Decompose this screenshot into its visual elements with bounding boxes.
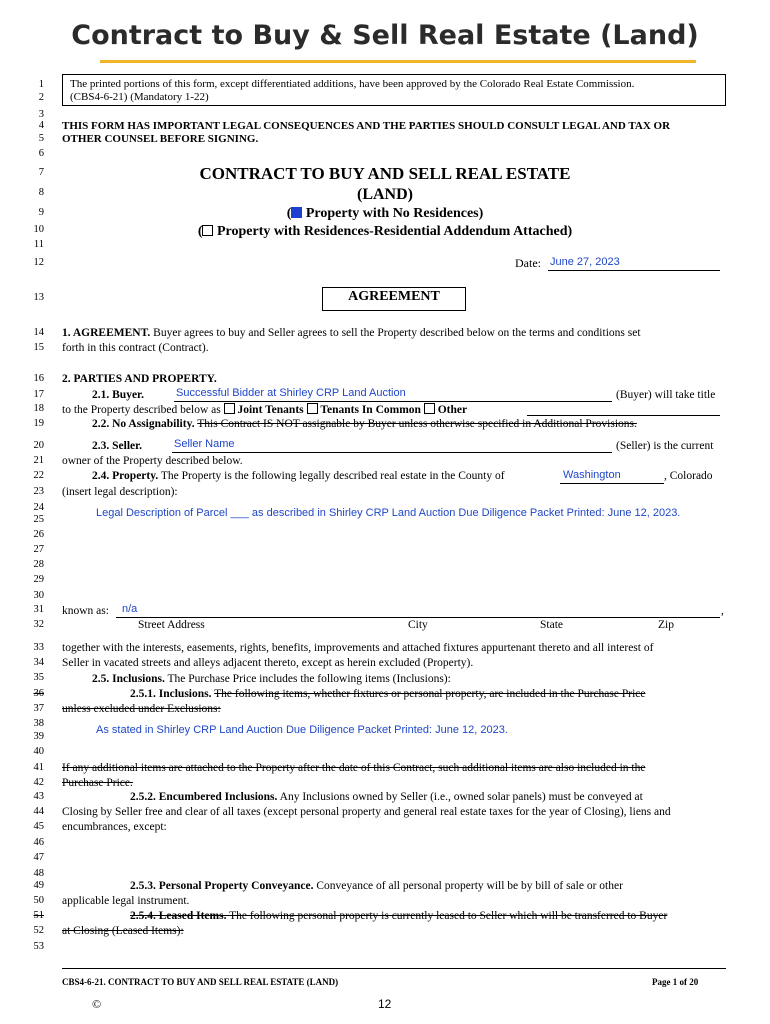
line-number: 9 bbox=[38, 207, 44, 218]
no-residences-checkbox[interactable] bbox=[291, 207, 302, 218]
section-2-5-1-line bbox=[130, 688, 646, 701]
date-label: Date: bbox=[515, 256, 541, 270]
owner-text: owner of the Property described below. bbox=[62, 455, 243, 467]
tenants-common-label: Tenants In Common bbox=[320, 404, 421, 416]
additional-items-text-2: Purchase Price. bbox=[62, 777, 133, 789]
joint-tenants-label: Joint Tenants bbox=[237, 404, 304, 416]
section-1-text: Buyer agrees to buy and Seller agrees to sell the Property described below on the terms and conditions set bbox=[153, 327, 641, 339]
banner-underline bbox=[100, 60, 696, 63]
section-2-2-text: This Contract IS NOT assignable by Buyer unless otherwise specified in Additional Provisions. bbox=[197, 418, 637, 430]
section-2-heading: 2. PARTIES AND PROPERTY. bbox=[62, 373, 217, 385]
line-number: 27 bbox=[33, 544, 44, 555]
section-2-5-label: 2.5. Inclusions. bbox=[92, 673, 165, 685]
section-2-5-line bbox=[92, 673, 451, 686]
line-number: 20 bbox=[33, 440, 44, 451]
line-number: 46 bbox=[33, 837, 44, 848]
section-2-2-label: 2.2. No Assignability. bbox=[92, 418, 195, 430]
other-label: Other bbox=[437, 404, 468, 416]
seller-field[interactable]: Seller Name bbox=[174, 438, 235, 450]
warning-line-2: OTHER COUNSEL BEFORE SIGNING. bbox=[62, 133, 259, 145]
line-number: 16 bbox=[33, 373, 44, 384]
footer-page-number: 12 bbox=[378, 997, 392, 1011]
buyer-tail: (Buyer) will take title bbox=[616, 389, 716, 401]
line-number: 24 bbox=[33, 502, 44, 513]
section-2-5-text: The Purchase Price includes the following items (Inclusions): bbox=[167, 673, 451, 685]
section-1-line-1 bbox=[62, 327, 641, 340]
section-2-5-3-label: 2.5.3. Personal Property Conveyance. bbox=[130, 880, 314, 892]
form-subtitle: (LAND) bbox=[357, 186, 413, 203]
date-field[interactable]: June 27, 2023 bbox=[550, 256, 620, 268]
legal-description-label: (insert legal description): bbox=[62, 486, 178, 498]
line-number: 1 bbox=[38, 79, 44, 90]
county-field[interactable]: Washington bbox=[563, 469, 621, 481]
line-number: 18 bbox=[33, 403, 44, 414]
section-2-3-label: 2.3. Seller. bbox=[92, 440, 143, 452]
option-no-residences: ( Property with No Residences) bbox=[286, 206, 484, 221]
section-2-5-2-text-3: encumbrances, except: bbox=[62, 821, 167, 833]
line-number: 50 bbox=[33, 895, 44, 906]
line-number: 35 bbox=[33, 672, 44, 683]
known-as-label: known as: bbox=[62, 605, 109, 617]
tenants-common-checkbox[interactable] bbox=[307, 403, 318, 414]
other-field-line[interactable] bbox=[527, 415, 720, 416]
address-street-label: Street Address bbox=[138, 619, 205, 631]
line-number: 39 bbox=[33, 731, 44, 742]
line-number: 15 bbox=[33, 342, 44, 353]
section-2-5-2-label: 2.5.2. Encumbered Inclusions. bbox=[130, 791, 278, 803]
line-number: 43 bbox=[33, 791, 44, 802]
date-field-line bbox=[548, 270, 720, 271]
section-2-1-label: 2.1. Buyer. bbox=[92, 389, 144, 401]
option-residences-label: Property with Residences-Residential Addendum Attached) bbox=[216, 224, 573, 239]
line-number: 53 bbox=[33, 941, 44, 952]
line-number: 37 bbox=[33, 703, 44, 714]
section-2-5-4-text: The following personal property is currently leased to Seller which will be transferred to Buyer bbox=[229, 910, 668, 922]
together-text-2: Seller in vacated streets and alleys adjacent thereto, except as herein excluded (Property). bbox=[62, 657, 474, 669]
address-zip-label: Zip bbox=[658, 619, 674, 631]
additional-items-text-1: If any additional items are attached to the Property after the date of this Contract, such additional items are also included in the bbox=[62, 762, 646, 774]
colorado-text: , Colorado bbox=[664, 470, 713, 482]
section-2-5-1-text: The following items, whether fixtures or personal property, are included in the Purchase Price bbox=[214, 688, 646, 700]
county-field-line bbox=[560, 483, 664, 484]
joint-tenants-checkbox[interactable] bbox=[224, 403, 235, 414]
approval-line-1: The printed portions of this form, except differentiated additions, have been approved by the Colorado Real Estate Commission. bbox=[70, 78, 635, 90]
line-number: 33 bbox=[33, 642, 44, 653]
section-2-5-3-line bbox=[130, 880, 623, 893]
line-number: 25 bbox=[33, 514, 44, 525]
option-no-residences-label: Property with No Residences) bbox=[305, 206, 484, 221]
section-2-5-3-text-2: applicable legal instrument. bbox=[62, 895, 190, 907]
line-number: 51 bbox=[33, 910, 44, 921]
known-as-comma: , bbox=[721, 605, 724, 617]
line-number: 21 bbox=[33, 455, 44, 466]
section-2-5-1-label: 2.5.1. Inclusions. bbox=[130, 688, 212, 700]
line-number: 13 bbox=[33, 292, 44, 303]
section-1-text-2: forth in this contract (Contract). bbox=[62, 342, 209, 354]
buyer-field[interactable]: Successful Bidder at Shirley CRP Land Auction bbox=[176, 387, 406, 399]
address-city-label: City bbox=[408, 619, 428, 631]
form-title: CONTRACT TO BUY AND SELL REAL ESTATE bbox=[199, 164, 571, 183]
line-number: 3 bbox=[38, 109, 44, 120]
footer-page-of: Page 1 of 20 bbox=[652, 977, 699, 987]
banner-title: Contract to Buy & Sell Real Estate (Land) bbox=[71, 20, 699, 51]
legal-description-field[interactable]: Legal Description of Parcel ___ as described in Shirley CRP Land Auction Due Diligence Packet Printed: June 12, 2023. bbox=[96, 507, 681, 519]
agreement-heading: AGREEMENT bbox=[348, 289, 440, 304]
footer-rule bbox=[62, 968, 726, 969]
line-number: 28 bbox=[33, 559, 44, 570]
line-number: 8 bbox=[38, 187, 44, 198]
line-number: 49 bbox=[33, 880, 44, 891]
other-checkbox[interactable] bbox=[424, 403, 435, 414]
line-number: 30 bbox=[33, 590, 44, 601]
line-number: 22 bbox=[33, 470, 44, 481]
section-2-5-2-text-2: Closing by Seller free and clear of all taxes (except personal property and general real estate taxes for the year of Closing), liens and bbox=[62, 806, 671, 818]
seller-tail: (Seller) is the current bbox=[616, 440, 714, 452]
title-to-text: to the Property described below as bbox=[62, 404, 221, 416]
line-number: 11 bbox=[33, 239, 44, 250]
section-2-4-text: The Property is the following legally described real estate in the County of bbox=[160, 470, 505, 482]
line-number: 44 bbox=[33, 806, 44, 817]
line-number: 4 bbox=[38, 120, 44, 131]
line-number: 17 bbox=[33, 389, 44, 400]
section-2-2-line bbox=[92, 418, 637, 431]
line-number: 12 bbox=[33, 257, 44, 268]
together-text-1: together with the interests, easements, rights, benefits, improvements and attached fixtures appurtenant thereto and all interest of bbox=[62, 642, 654, 654]
inclusions-field[interactable]: As stated in Shirley CRP Land Auction Due Diligence Packet Printed: June 12, 2023. bbox=[96, 724, 508, 736]
section-2-4-line bbox=[92, 470, 505, 483]
line-number: 14 bbox=[33, 327, 44, 338]
line-number: 47 bbox=[33, 852, 44, 863]
line-number: 34 bbox=[33, 657, 44, 668]
buyer-field-line bbox=[174, 401, 612, 402]
seller-field-line bbox=[172, 452, 612, 453]
section-2-5-3-text: Conveyance of all personal property will be by bill of sale or other bbox=[316, 880, 623, 892]
line-number: 2 bbox=[38, 92, 44, 103]
section-2-5-4-line bbox=[130, 910, 667, 923]
known-as-field[interactable]: n/a bbox=[122, 603, 138, 615]
line-number: 48 bbox=[33, 868, 44, 879]
line-number: 41 bbox=[33, 762, 44, 773]
line-number: 42 bbox=[33, 777, 44, 788]
line-number: 10 bbox=[33, 224, 44, 235]
line-number: 19 bbox=[33, 418, 44, 429]
line-number: 6 bbox=[38, 148, 44, 159]
section-2-5-4-label: 2.5.4. Leased Items. bbox=[130, 910, 227, 922]
section-2-5-1-text-2: unless excluded under Exclusions: bbox=[62, 703, 221, 715]
footer-copyright: © bbox=[92, 997, 102, 1011]
section-2-4-label: 2.4. Property. bbox=[92, 470, 159, 482]
line-number: 7 bbox=[38, 167, 44, 178]
section-2-5-4-text-2: at Closing (Leased Items): bbox=[62, 925, 184, 937]
line-number: 38 bbox=[33, 718, 44, 729]
line-number: 36 bbox=[33, 688, 44, 699]
section-1-label: 1. AGREEMENT. bbox=[62, 327, 151, 339]
line-number: 32 bbox=[33, 619, 44, 630]
section-2-5-2-text: Any Inclusions owned by Seller (i.e., owned solar panels) must be conveyed at bbox=[279, 791, 643, 803]
line-number: 5 bbox=[38, 133, 44, 144]
line-number: 52 bbox=[33, 925, 44, 936]
title-as-line bbox=[62, 403, 467, 417]
approval-line-2: (CBS4-6-21) (Mandatory 1-22) bbox=[70, 91, 209, 103]
line-number: 26 bbox=[33, 529, 44, 540]
section-2-5-2-line bbox=[130, 791, 643, 804]
known-as-field-line bbox=[116, 617, 720, 618]
line-number: 29 bbox=[33, 574, 44, 585]
residences-checkbox[interactable] bbox=[202, 225, 213, 236]
line-number: 31 bbox=[33, 604, 44, 615]
warning-line-1: THIS FORM HAS IMPORTANT LEGAL CONSEQUENCES AND THE PARTIES SHOULD CONSULT LEGAL AND TAX OR bbox=[62, 120, 671, 132]
line-number: 23 bbox=[33, 486, 44, 497]
option-residences: ( Property with Residences-Residential Addendum Attached) bbox=[197, 224, 573, 239]
line-number: 45 bbox=[33, 821, 44, 832]
footer-form-id: CBS4-6-21. CONTRACT TO BUY AND SELL REAL ESTATE (LAND) bbox=[62, 977, 339, 987]
line-number: 40 bbox=[33, 746, 44, 757]
address-state-label: State bbox=[540, 619, 563, 631]
